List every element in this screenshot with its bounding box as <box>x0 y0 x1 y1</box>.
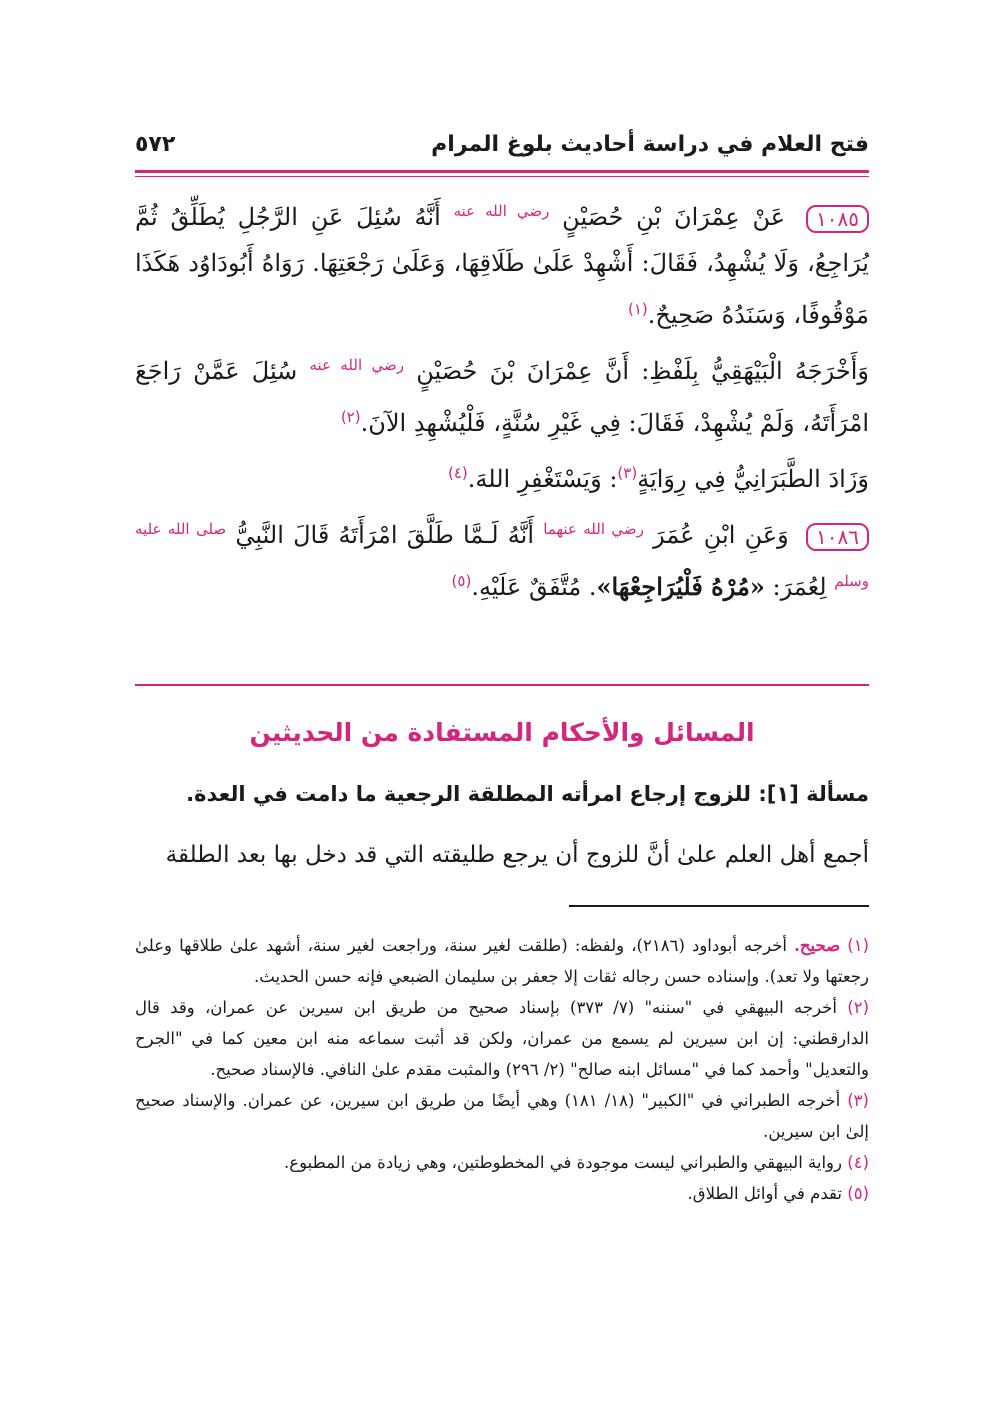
hadith-text: عَنْ عِمْرَانَ بْنِ حُصَيْنٍ <box>562 203 786 231</box>
hadith-text: أَنَّهُ سُئِلَ عَنِ الرَّجُلِ يُطَلِّقُ ثُمَّ يُرَاجِعُ، وَلَا يُشْهِدُ، فَقَالَ: أَشْهِدْ عَلَىٰ طَلَاقِهَا، وَعَلَىٰ رَجْعَتِهَا. رَوَاهُ أَبُودَاوُد هَكَذَا مَوْقُوفًا، وَسَنَدُهُ صَحِيحٌ. <box>135 203 869 329</box>
issue-heading <box>135 782 869 806</box>
running-header <box>135 128 869 164</box>
hadith-text: وَأَخْرَجَهُ الْبَيْهَقِيُّ بِلَفْظِ: أَنَّ عِمْرَانَ بْنَ حُصَيْنٍ <box>416 357 869 385</box>
footnote-ref: (٣) <box>617 464 638 482</box>
footnotes <box>135 930 869 1209</box>
footnote-number: (٥) <box>847 1184 869 1203</box>
issue-label: مسألة [١]: <box>758 782 869 806</box>
hadith-text: وَعَنِ ابْنِ عُمَرَ <box>653 521 789 549</box>
page-number: ٥٧٢ <box>135 132 176 157</box>
footnote-2 <box>135 992 869 1085</box>
grade-label: صحيح. <box>794 936 841 955</box>
header-rule-thick <box>135 170 869 173</box>
footnote-number: (٣) <box>847 1091 869 1110</box>
hadith-1085 <box>135 188 869 338</box>
honorific-glyph: رضي الله عنه <box>309 356 404 374</box>
hadith-text-block <box>135 188 869 614</box>
hadith-text: لِعُمَرَ: <box>772 573 827 601</box>
footnote-ref: (٢) <box>340 408 361 426</box>
hadith-1086 <box>135 506 869 610</box>
section-divider <box>135 684 869 686</box>
honorific-glyph: رضي الله عنه <box>453 202 550 220</box>
hadith-text: أَنَّهُ لَـمَّا طَلَّقَ امْرَأَتَهُ قَالَ النَّبِيُّ <box>235 521 535 549</box>
footnote-1 <box>135 930 869 992</box>
footnote-text: تقدم في أوائل الطلاق. <box>687 1184 842 1203</box>
issue-title: للزوج إرجاع امرأته المطلقة الرجعية ما دامت في العدة. <box>186 782 752 806</box>
footnote-3 <box>135 1085 869 1147</box>
footnote-text: رواية البيهقي والطبراني ليست موجودة في المخطوطتين، وهي زيادة من المطبوع. <box>284 1153 842 1172</box>
hadith-number-badge: ١٠٨٥ <box>806 205 869 233</box>
footnote-ref: (٤) <box>447 464 468 482</box>
hadith-text: سُئِلَ عَمَّنْ رَاجَعَ امْرَأَتَهُ، وَلَمْ يُشْهِدْ، فَقَالَ: فِي غَيْرِ سُنَّةٍ، فَلْيُشْهِدِ الآنَ. <box>135 357 869 437</box>
footnote-5 <box>135 1178 869 1209</box>
header-rule-thin <box>135 176 869 177</box>
footnote-4 <box>135 1147 869 1178</box>
prophetic-quote: «مُرْهُ فَلْيُرَاجِعْهَا» <box>596 572 765 601</box>
footnote-text: أخرجه البيهقي في "سننه" (٧/ ٣٧٣) بإسناد صحيح من طريق ابن سيرين عن عمران، وقد قال الدارقطني: إن ابن سيرين لم يسمع من عمران، ولكن قد أثبت سماعه منه ابن معين كما في "الجرح والتعديل" وأحمد كما في "مسائل ابنه صالح" (٢/ ٢٩٦) والمثبت مقدم علىٰ النافي. فالإسناد صحيح. <box>135 998 869 1079</box>
honorific-glyph: صلى الله عليه وسلم <box>135 520 869 590</box>
hadith-1085-bayhaqi <box>135 342 869 446</box>
hadith-text: : وَيَسْتَغْفِرِ اللهَ. <box>467 465 618 493</box>
footnote-text: أخرجه أبوداود (٢١٨٦)، ولفظه: (طلقت لغير سنة، وراجعت لغير سنة، أشهد علىٰ طلاقها وعلىٰ رجعتها ولا تعد). وإسناده حسن رجاله ثقات إلا جعفر بن سليمان الضبعي فإنه حسن الحديث. <box>135 936 869 986</box>
footnote-text: أخرجه الطبراني في "الكبير" (١٨/ ١٨١) وهي أيضًا من طريق ابن سيرين، عن عمران. والإسناد صحيح إلىٰ ابن سيرين. <box>135 1091 869 1141</box>
honorific-glyph: رضي الله عنهما <box>543 520 644 538</box>
footnote-separator <box>569 905 869 907</box>
hadith-1085-tabarani <box>135 450 869 502</box>
book-title: فتح العلام في دراسة أحاديث بلوغ المرام <box>431 132 869 157</box>
footnote-number: (١) <box>847 936 869 955</box>
issue-body: أجمع أهل العلم علىٰ أنَّ للزوج أن يرجع طليقته التي قد دخل بها بعد الطلقة <box>165 842 869 868</box>
footnote-ref: (١) <box>627 300 648 318</box>
section-title: المسائل والأحكام المستفادة من الحديثين <box>249 718 755 747</box>
footnote-number: (٤) <box>847 1153 869 1172</box>
footnote-ref: (٥) <box>451 572 472 590</box>
hadith-text: وَزَادَ الطَّبَرَانِيُّ فِي رِوَايَةٍ <box>637 465 869 493</box>
hadith-text: . مُتَّفَقٌ عَلَيْهِ. <box>471 573 597 601</box>
hadith-number-badge: ١٠٨٦ <box>806 523 869 551</box>
footnote-number: (٢) <box>847 998 869 1017</box>
